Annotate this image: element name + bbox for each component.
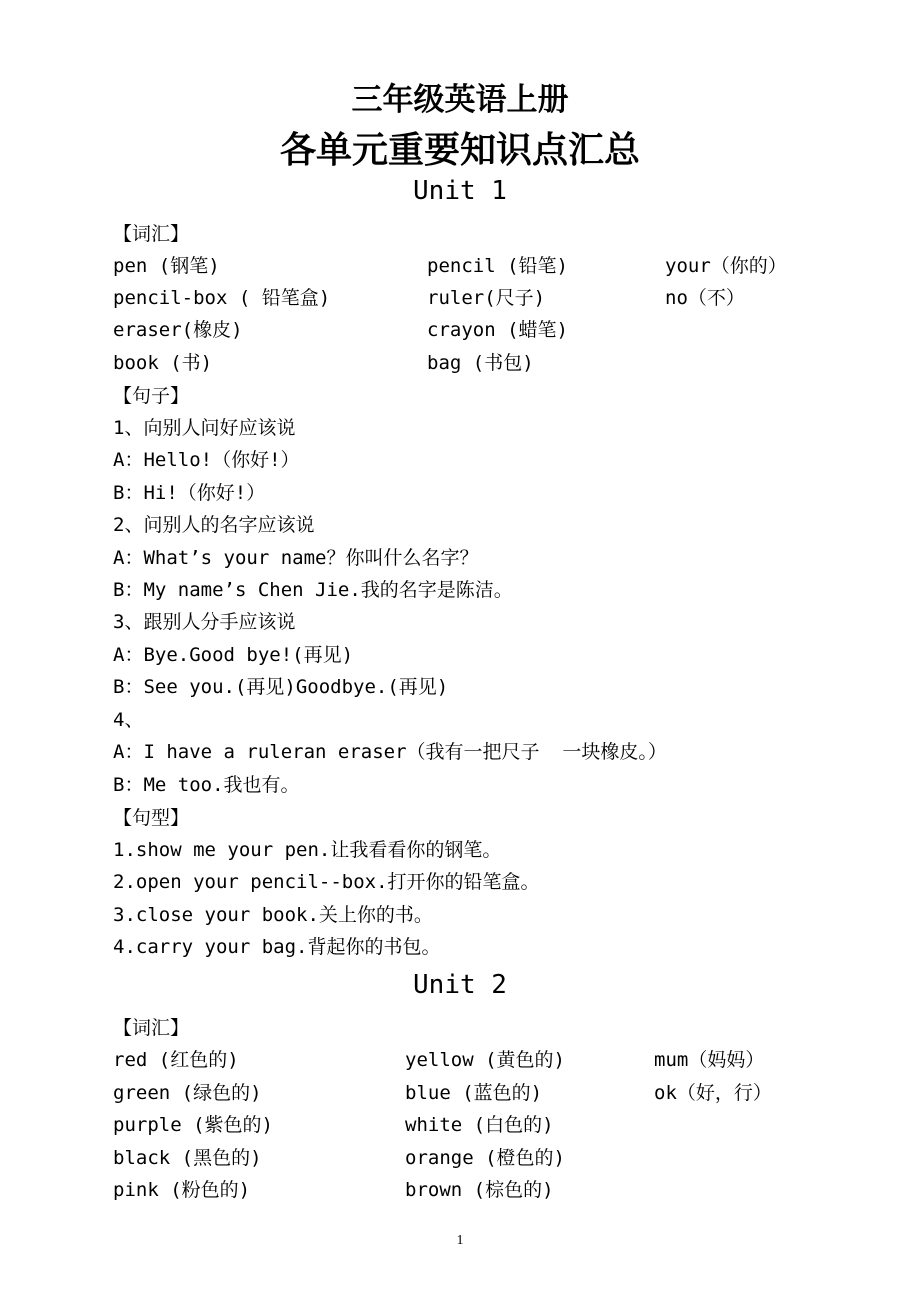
sentence-line: A：I have a ruleran eraser（我有一把尺子 一块橡皮。） xyxy=(113,741,667,763)
vocab-item: pink (粉色的) xyxy=(113,1179,251,1201)
vocab-item: blue (蓝色的) xyxy=(405,1082,543,1104)
pattern-line: 1.show me your pen.让我看看你的钢笔。 xyxy=(113,839,502,861)
sentence-line: B：My name’s Chen Jie.我的名字是陈洁。 xyxy=(113,579,513,601)
vocab-item: green (绿色的) xyxy=(113,1082,262,1104)
section-label-sentences: 【句子】 xyxy=(113,385,190,407)
section-label-vocab: 【词汇】 xyxy=(113,1017,190,1039)
vocab-item: ruler(尺子) xyxy=(427,287,546,309)
vocab-item: pencil-box ( 铅笔盒) xyxy=(113,287,331,309)
vocab-item: your（你的） xyxy=(665,255,787,277)
sentence-line: B：Hi!（你好!） xyxy=(113,482,266,504)
sentence-line: A：Bye.Good bye!(再见) xyxy=(113,644,354,666)
pattern-line: 3.close your book.关上你的书。 xyxy=(113,904,433,926)
page-number: 1 xyxy=(456,1233,464,1248)
vocab-item: pen (钢笔) xyxy=(113,255,220,277)
sentence-line: 2、问别人的名字应该说 xyxy=(113,514,315,536)
sentence-line: A：What’s your name？你叫什么名字？ xyxy=(113,547,479,569)
vocab-item: bag (书包) xyxy=(427,352,534,374)
section-label-vocab: 【词汇】 xyxy=(113,223,190,245)
sentence-line: A：Hello!（你好!） xyxy=(113,449,300,471)
document-subtitle: 各单元重要知识点汇总 xyxy=(279,130,640,171)
vocab-item: yellow (黄色的) xyxy=(405,1049,565,1071)
unit-heading: Unit 1 xyxy=(413,176,507,206)
sentence-line: 3、跟别人分手应该说 xyxy=(113,611,296,633)
vocab-item: ok（好，行） xyxy=(654,1082,772,1104)
vocab-item: orange (橙色的) xyxy=(405,1147,565,1169)
vocab-item: brown (棕色的) xyxy=(405,1179,554,1201)
vocab-item: white (白色的) xyxy=(405,1114,554,1136)
vocab-item: black (黑色的) xyxy=(113,1147,262,1169)
section-label-patterns: 【句型】 xyxy=(113,807,190,829)
vocab-item: book (书) xyxy=(113,352,213,374)
sentence-line: 1、向别人问好应该说 xyxy=(113,417,296,439)
unit-heading: Unit 2 xyxy=(413,970,507,1000)
sentence-line: B：See you.(再见)Goodbye.(再见) xyxy=(113,676,449,698)
vocab-item: no（不） xyxy=(665,287,745,309)
vocab-item: mum（妈妈） xyxy=(654,1049,765,1071)
pattern-line: 2.open your pencil--box.打开你的铅笔盒。 xyxy=(113,871,540,893)
pattern-line: 4.carry your bag.背起你的书包。 xyxy=(113,936,441,958)
vocab-item: eraser(橡皮) xyxy=(113,319,243,341)
sentence-line: 4、 xyxy=(113,709,144,731)
vocab-item: purple (紫色的) xyxy=(113,1114,273,1136)
document-title: 三年级英语上册 xyxy=(351,82,569,118)
vocab-item: crayon (蜡笔) xyxy=(427,319,568,341)
vocab-item: red (红色的) xyxy=(113,1049,239,1071)
sentence-line: B：Me too.我也有。 xyxy=(113,774,300,796)
vocab-item: pencil (铅笔) xyxy=(427,255,568,277)
